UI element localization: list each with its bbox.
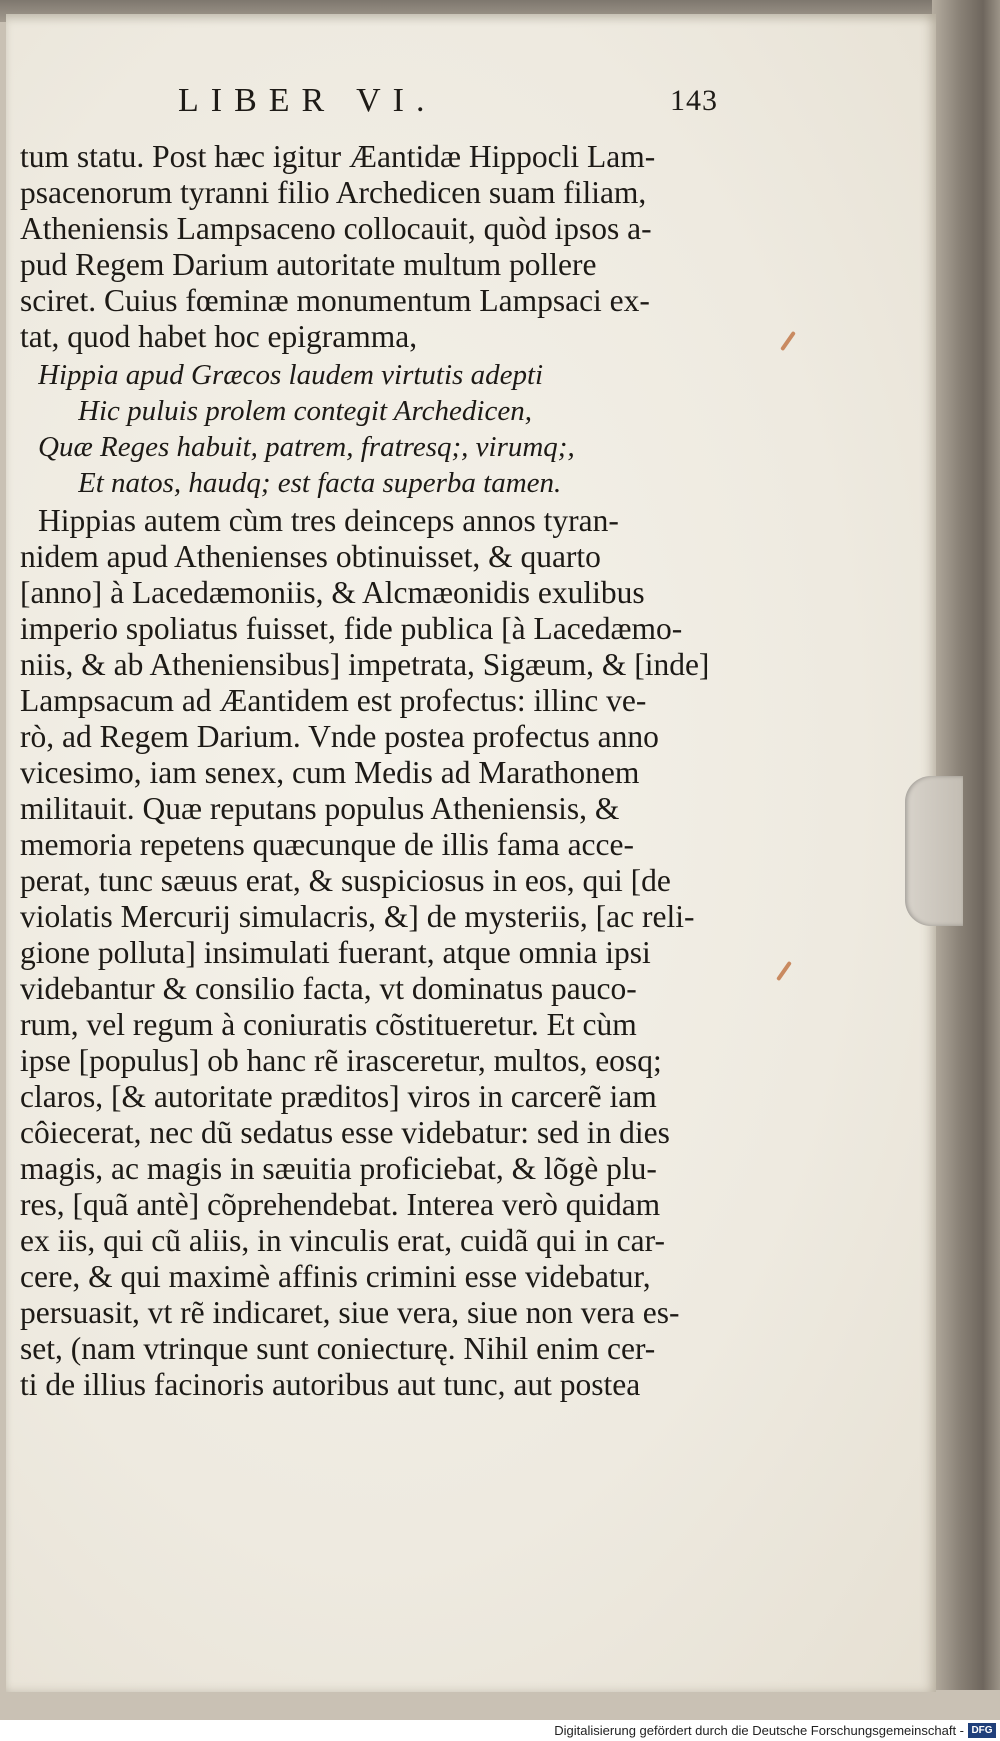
text-line: gione polluta] insimulati fuerant, atque omnia ipsi (20, 936, 651, 970)
text-line: côiecerat, nec dũ sedatus esse videbatur: sed in dies (20, 1116, 670, 1150)
text-line: ex iis, qui cũ aliis, in vinculis erat, cuidã qui in car- (20, 1224, 665, 1258)
text-line: Hippias autem cùm tres deinceps annos tyran- (38, 504, 619, 538)
text-line: militauit. Quæ reputans populus Atheniensis, & (20, 792, 620, 826)
text-line: rum, vel regum à coniuratis cõstitueretur. Et cùm (20, 1008, 637, 1042)
text-line: claros, [& autoritate præditos] viros in carcerẽ iam (20, 1080, 657, 1114)
text-line: perat, tunc sæuus erat, & suspiciosus in eos, qui [de (20, 864, 671, 898)
text-line: nidem apud Athenienses obtinuisset, & quarto (20, 540, 601, 574)
text-line: tat, quod habet hoc epigramma, (20, 320, 418, 354)
verse-line: Et natos, haudq; est facta superba tamen. (78, 467, 562, 499)
text-line: ipse [populus] ob hanc rẽ irasceretur, multos, eosq; (20, 1044, 662, 1078)
text-line: set, (nam vtrinque sunt coniecturę. Nihil enim cer- (20, 1332, 656, 1366)
text-line: pud Regem Darium autoritate multum pollere (20, 248, 597, 282)
running-title: LIBER VI. (178, 82, 437, 119)
text-line: res, [quã antè] cõprehendebat. Interea verò quidam (20, 1188, 661, 1222)
text-line: Atheniensis Lampsaceno collocauit, quòd ipsos a- (20, 212, 652, 246)
page-number: 143 (670, 84, 718, 117)
text-line: violatis Mercurij simulacris, &] de mysteriis, [ac reli- (20, 900, 695, 934)
text-line: vicesimo, iam senex, cum Medis ad Marathonem (20, 756, 640, 790)
text-line: Lampsacum ad Æantidem est profectus: illinc ve- (20, 684, 647, 718)
text-line: psacenorum tyranni filio Archedicen suam filiam, (20, 176, 647, 210)
text-line: rò, ad Regem Darium. Vnde postea profectus anno (20, 720, 659, 754)
funding-credit: Digitalisierung gefördert durch die Deutsche Forschungsgemeinschaft - (554, 1723, 964, 1738)
text-line: niis, & ab Atheniensibus] impetrata, Sigæum, & [inde] (20, 648, 710, 682)
verse-line: Hippia apud Græcos laudem virtutis adepti (38, 359, 544, 391)
page-clip (905, 776, 963, 926)
text-line: sciret. Cuius fœminæ monumentum Lampsaci ex- (20, 284, 650, 318)
text-line: memoria repetens quæcunque de illis fama acce- (20, 828, 634, 862)
text-line: cere, & qui maximè affinis crimini esse videbatur, (20, 1260, 651, 1294)
text-line: videbantur & consilio facta, vt dominatus pauco- (20, 972, 637, 1006)
verse-line: Hic puluis prolem contegit Archedicen, (78, 395, 532, 427)
text-line: persuasit, vt rẽ indicaret, siue vera, siue non vera es- (20, 1296, 680, 1330)
verse-line: Quæ Reges habuit, patrem, fratresq;, virumq;, (38, 431, 575, 463)
dfg-logo: DFG (968, 1723, 996, 1738)
text-line: magis, ac magis in sæuitia proficiebat, & lõgè plu- (20, 1152, 657, 1186)
text-line: ti de illius facinoris autoribus aut tunc, aut postea (20, 1368, 641, 1402)
footer-bar (0, 1720, 1000, 1741)
text-line: tum statu. Post hæc igitur Æantidæ Hippocli Lam- (20, 140, 656, 174)
text-line: [anno] à Lacedæmoniis, & Alcmæonidis exulibus (20, 576, 645, 610)
text-line: imperio spoliatus fuisset, fide publica [à Lacedæmo- (20, 612, 683, 646)
